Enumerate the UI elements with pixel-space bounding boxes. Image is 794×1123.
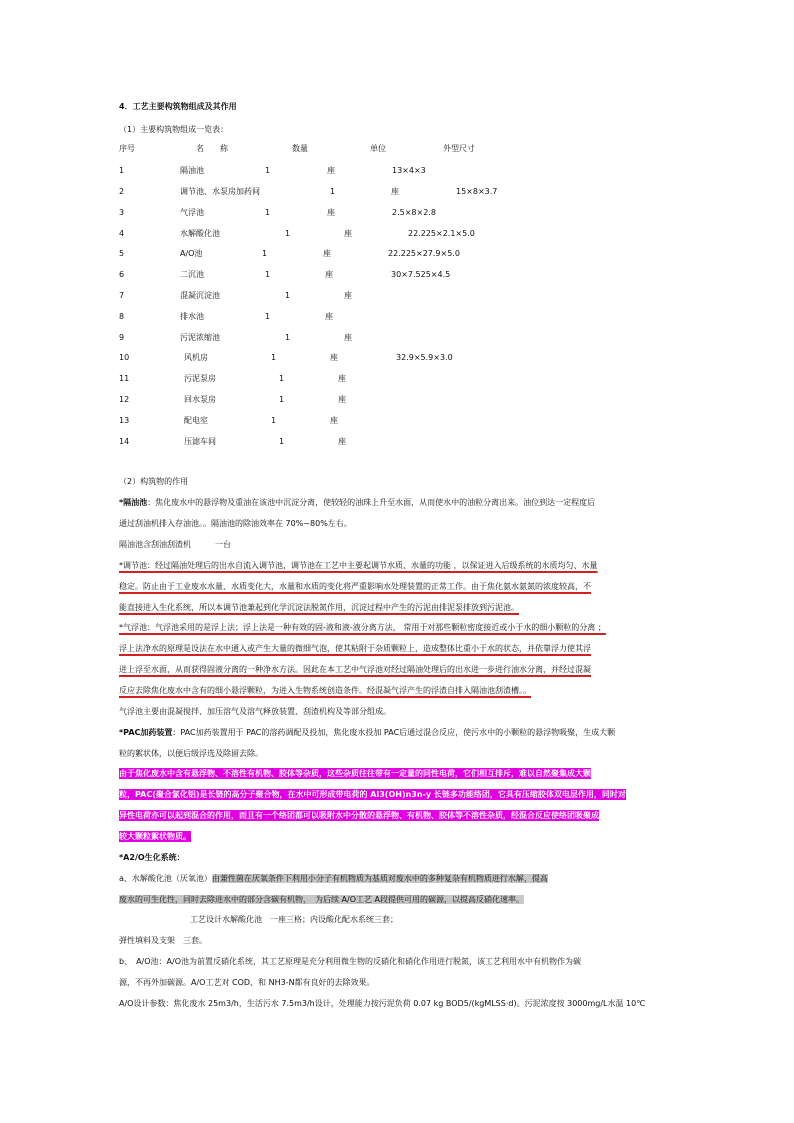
row-quantity: 1 <box>271 416 277 425</box>
row-quantity: 1 <box>265 270 271 279</box>
row-index: 5 <box>119 249 125 258</box>
row-unit: 座 <box>323 249 331 258</box>
paragraph-line: b、 A/O池：A/O池为前置反硝化系统，其工艺原理是充分利用微生物的反硝化和硝化作用进行脱氮，该工艺利用水中有机物作为碳 <box>119 957 582 966</box>
row-name: 回水泵房 <box>184 395 216 404</box>
paragraph-line: 粒的絮状体，以便后级浮选及除留去除。 <box>119 749 263 758</box>
row-quantity: 1 <box>265 208 271 217</box>
row-name: 压滤车间 <box>184 437 216 446</box>
paragraph-line: 能直接进入生化系统，所以本调节池兼起到化学沉淀法脱氮作用，沉淀过程中产生的污泥由排泥泵排放到污泥池。 <box>119 603 519 612</box>
row-unit: 座 <box>391 187 399 196</box>
row-quantity: 1 <box>271 353 277 362</box>
row-quantity: 1 <box>285 229 291 238</box>
row-unit: 座 <box>325 270 333 279</box>
header-quantity: 数量 <box>292 144 308 153</box>
row-dimensions: 22.225×2.1×5.0 <box>408 229 475 238</box>
highlighted-line <box>119 768 591 779</box>
paragraph-line: 弹性填料及支架 三套。 <box>119 936 207 945</box>
row-index: 12 <box>119 395 130 404</box>
row-dimensions: 22.225×27.9×5.0 <box>388 249 460 258</box>
subsection-title-1: （1）主要构筑物组成一览表： <box>119 125 229 134</box>
highlight-text: 异性电荷亦可以起到混合的作用，而且有一个络团都可以吸附水中分散的悬浮物、有机物、胶体等不溶性杂质，经混合反应使络团吸聚成 <box>119 811 599 820</box>
header-name: 名 称 <box>196 144 228 153</box>
term-label: *隔油池 <box>119 498 148 507</box>
row-unit: 座 <box>327 208 335 217</box>
paragraph-line: *气浮池：气浮池采用的是浮上法；浮上法是一种有效的固-液和液-液分离方法， 常用于对那些颗粒密度接近或小于水的细小颗粒的分离 ； <box>119 623 606 632</box>
row-unit: 座 <box>338 437 346 446</box>
row-index: 14 <box>119 437 130 446</box>
row-name: 排水池 <box>180 312 204 321</box>
row-dimensions: 13×4×3 <box>392 166 426 175</box>
gray-highlight-text: 废水的可生化性，同时去除进水中的部分含碳有机物， 为后续 A/O工艺 A段提供可用的碳源，以提高反硝化速率。 <box>119 895 525 904</box>
row-name: 二沉池 <box>180 270 204 279</box>
highlight-text: 较大颗粒絮状物质。 <box>119 832 191 841</box>
header-dimensions: 外型尺寸 <box>443 144 475 153</box>
paragraph-line: 气浮池主要由混凝搅拌、加压溶气及溶气释放装置、刮渣机构及等部分组成。 <box>119 707 391 716</box>
row-quantity: 1 <box>265 166 271 175</box>
subsection-title-2: （2）构筑物的作用 <box>119 477 189 486</box>
row-name: 污泥泵房 <box>184 374 216 383</box>
row-unit: 座 <box>327 166 335 175</box>
row-dimensions: 2.5×8×2.8 <box>392 208 436 217</box>
section-heading: 4．工艺主要构筑物组成及其作用 <box>119 102 237 111</box>
paragraph-line <box>119 727 615 738</box>
paragraph-line: 进上浮至水面，从而获得固液分离的一种净水方法。因此在本工艺中气浮池对经过隔油处理后的出水进一步进行油水分离，并经过混凝 <box>119 665 591 674</box>
header-unit: 单位 <box>370 144 386 153</box>
row-quantity: 1 <box>279 395 285 404</box>
row-index: 9 <box>119 333 125 342</box>
highlighted-line <box>119 810 599 821</box>
row-unit: 座 <box>330 416 338 425</box>
paragraph-line <box>119 497 595 508</box>
row-dimensions: 15×8×3.7 <box>456 187 498 196</box>
item-prefix: a、水解酸化池（厌氧池） <box>119 874 212 883</box>
paragraph-line: 通过刮油机排入存油池。。隔油池的除油效率在 70%~80%左右。 <box>119 519 352 528</box>
row-unit: 座 <box>325 312 333 321</box>
row-index: 11 <box>119 374 130 383</box>
row-name: 气浮池 <box>180 208 204 217</box>
row-index: 1 <box>119 166 125 175</box>
row-quantity: 1 <box>285 333 291 342</box>
row-unit: 座 <box>344 229 352 238</box>
highlighted-line <box>119 831 191 842</box>
row-name: 隔油池 <box>180 166 204 175</box>
highlighted-line <box>119 789 626 800</box>
paragraph-text: ：PAC加药装置用于 PAC的溶药调配及投加，焦化废水投加 PAC后通过混合反应，使污水中的小颗粒的悬浮物吸聚，生成大颗 <box>172 728 616 737</box>
highlight-text: 由于焦化废水中含有悬浮物、不溶性有机物、胶体等杂质，这些杂质往往带有一定量的同性电荷，它们相互排斥，难以自然聚集成大颗 <box>119 769 591 778</box>
row-unit: 座 <box>330 353 338 362</box>
row-name: 风机房 <box>184 353 208 362</box>
row-index: 4 <box>119 229 125 238</box>
row-unit: 座 <box>344 291 352 300</box>
row-dimensions: 32.9×5.9×3.0 <box>396 353 453 362</box>
row-unit: 座 <box>344 333 352 342</box>
highlight-text: 粒，PAC(聚合氯化铝)是长链的高分子聚合物，在水中可形成带电荷的 Al3(OH)n3n-y 长链多功能络团，它具有压缩胶体双电层作用，同时对 <box>119 790 626 799</box>
row-quantity: 1 <box>262 249 268 258</box>
row-quantity: 1 <box>330 187 336 196</box>
header-index: 序号 <box>119 144 135 153</box>
row-name: 调节池、水泵房加药间 <box>180 187 260 196</box>
row-quantity: 1 <box>279 374 285 383</box>
row-index: 2 <box>119 187 125 196</box>
row-name: 配电室 <box>184 416 208 425</box>
row-name: 水解酸化池 <box>180 229 220 238</box>
row-index: 13 <box>119 416 130 425</box>
gray-highlight-text: 由兼性菌在厌氧条件下利用小分子有机物质为基质对废水中的多种复杂有机物质进行水解，提高 <box>211 874 548 883</box>
paragraph-line: 浮上法净水的原理是设法在水中通入或产生大量的微细气泡，使其粘附于杂质颗粒上，造成整体比重小于水的状态，并依靠浮力使其浮 <box>119 644 591 653</box>
row-quantity: 1 <box>279 437 285 446</box>
row-dimensions: 30×7.525×4.5 <box>391 270 451 279</box>
row-name: 污泥浓缩池 <box>180 333 220 342</box>
paragraph-line <box>119 894 524 905</box>
paragraph-line: 工艺设计水解酸化池 一座三格；内设酸化配水系统三套； <box>190 915 398 924</box>
row-index: 3 <box>119 208 125 217</box>
paragraph-line: A/O设计参数：焦化废水 25m3/h，生活污水 7.5m3/h设计，处理能力按污泥负荷 0.07 kg BOD5/(kgMLSS·d)。污泥浓度按 3000mg/L水温 10℃ <box>119 999 646 1008</box>
section-label: *A2/O生化系统： <box>119 853 185 862</box>
row-quantity: 1 <box>285 291 291 300</box>
paragraph-line: 隔油池含刮油刮渣机 一台 <box>119 540 231 549</box>
paragraph-line: 反应去除焦化废水中含有的细小悬浮颗粒，为进入生物系统创造条件。经混凝气浮产生的浮渣自排入隔油池刮渣槽。。 <box>119 686 531 695</box>
row-name: A/O池 <box>180 249 203 258</box>
paragraph-line: 源，不再外加碳源。A/O工艺对 COD、和 NH3-N都有良好的去除效果。 <box>119 978 375 987</box>
row-index: 10 <box>119 353 130 362</box>
row-index: 6 <box>119 270 125 279</box>
row-index: 7 <box>119 291 125 300</box>
paragraph-line: *调节池：经过隔油处理后的出水自流入调节池，调节池在工艺中主要起调节水质、水量的功能 ，以保证进入后级系统的水质均匀、水量 <box>119 561 598 570</box>
row-quantity: 1 <box>265 312 271 321</box>
row-unit: 座 <box>338 374 346 383</box>
row-unit: 座 <box>338 395 346 404</box>
term-label: *PAC加药装置 <box>119 728 173 737</box>
row-name: 混凝沉淀池 <box>180 291 220 300</box>
row-index: 8 <box>119 312 125 321</box>
paragraph-text: ：焦化废水中的悬浮物及重油在该池中沉淀分离，使较轻的油珠上升至水面，从而使水中的油粒分离出来。油位到达一定程度后 <box>147 498 596 507</box>
paragraph-line: 稳定。防止由于工业废水水量、水质变化大，水量和水质的变化将严重影响水处理装置的正常工作。由于焦化氨水氨氮的浓度较高，不 <box>119 582 591 591</box>
paragraph-line <box>119 873 548 884</box>
